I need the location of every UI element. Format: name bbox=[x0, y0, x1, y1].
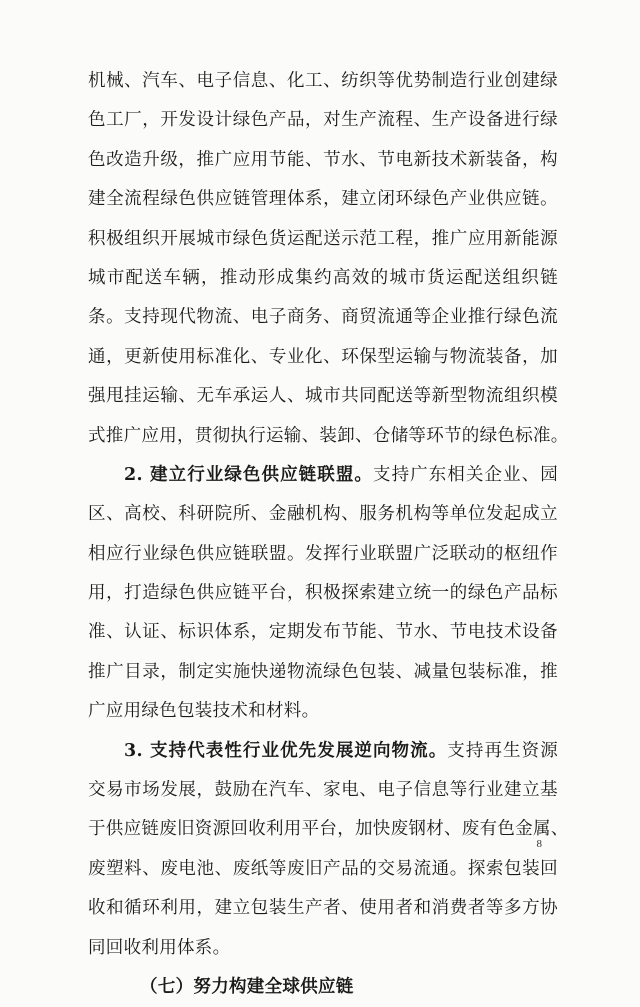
text-line: 准、认证、标识体系，定期发布节能、节水、节电技术设备 bbox=[88, 622, 558, 643]
section-3-heading: 3. 支持代表性行业优先发展逆向物流。 bbox=[124, 740, 448, 761]
page-number: 8 bbox=[536, 838, 542, 850]
text-line: 色改造升级，推广应用节能、节水、节电新技术新装备，构 bbox=[88, 149, 558, 170]
text-line: 废塑料、废电池、废纸等废旧产品的交易流通。探索包装回 bbox=[88, 858, 558, 879]
text-line: 机械、汽车、电子信息、化工、纺织等优势制造行业创建绿 bbox=[88, 71, 558, 91]
section-2-heading: 2. 建立行业绿色供应链联盟。 bbox=[124, 464, 373, 485]
text-line: 式推广应用，贯彻执行运输、装卸、仓储等环节的绿色标准。 bbox=[88, 425, 569, 446]
text-line: 色工厂，开发设计绿色产品，对生产流程、生产设备进行绿 bbox=[88, 110, 558, 131]
text-line: 交易市场发展，鼓励在汽车、家电、电子信息等行业建立基 bbox=[88, 780, 558, 801]
text-line: 于供应链废旧资源回收利用平台，加快废钢材、废有色金属、 bbox=[88, 819, 569, 840]
text-line: 城市配送车辆，推动形成集约高效的城市货运配送组织链 bbox=[88, 267, 558, 288]
section-3-text: 支持再生资源 bbox=[447, 740, 558, 761]
section-3-first-line bbox=[88, 732, 558, 771]
text-line: 同回收利用体系。 bbox=[88, 937, 231, 958]
text-line: 建全流程绿色供应链管理体系，建立闭环绿色产业供应链。 bbox=[88, 189, 558, 210]
text-line: 积极组织开展城市绿色货运配送示范工程，推广应用新能源 bbox=[88, 228, 558, 249]
body-text bbox=[88, 62, 569, 1007]
text-line: 收和循环利用，建立包装生产者、使用者和消费者等多方协 bbox=[88, 898, 558, 919]
text-line: 通，更新使用标准化、专业化、环保型运输与物流装备，加 bbox=[88, 346, 558, 367]
section-2-first-line bbox=[88, 456, 558, 495]
text-line: 用，打造绿色供应链平台，积极探索建立统一的绿色产品标 bbox=[88, 583, 558, 604]
text-line: 推广目录，制定实施快递物流绿色包装、减量包装标准，推 bbox=[88, 661, 558, 682]
text-line: 区、高校、科研院所、金融机构、服务机构等单位发起成立 bbox=[88, 504, 558, 525]
text-line: 强甩挂运输、无车承运人、城市共同配送等新型物流组织模 bbox=[88, 386, 558, 407]
section-2-text: 支持广东相关企业、园 bbox=[372, 464, 558, 485]
text-line: 条。支持现代物流、电子商务、商贸流通等企业推行绿色流 bbox=[88, 307, 558, 328]
text-line: 广应用绿色包装技术和材料。 bbox=[88, 701, 320, 722]
text-line: 相应行业绿色供应链联盟。发挥行业联盟广泛联动的枢纽作 bbox=[88, 543, 558, 564]
subheading: （七）努力构建全球供应链 bbox=[140, 976, 354, 997]
